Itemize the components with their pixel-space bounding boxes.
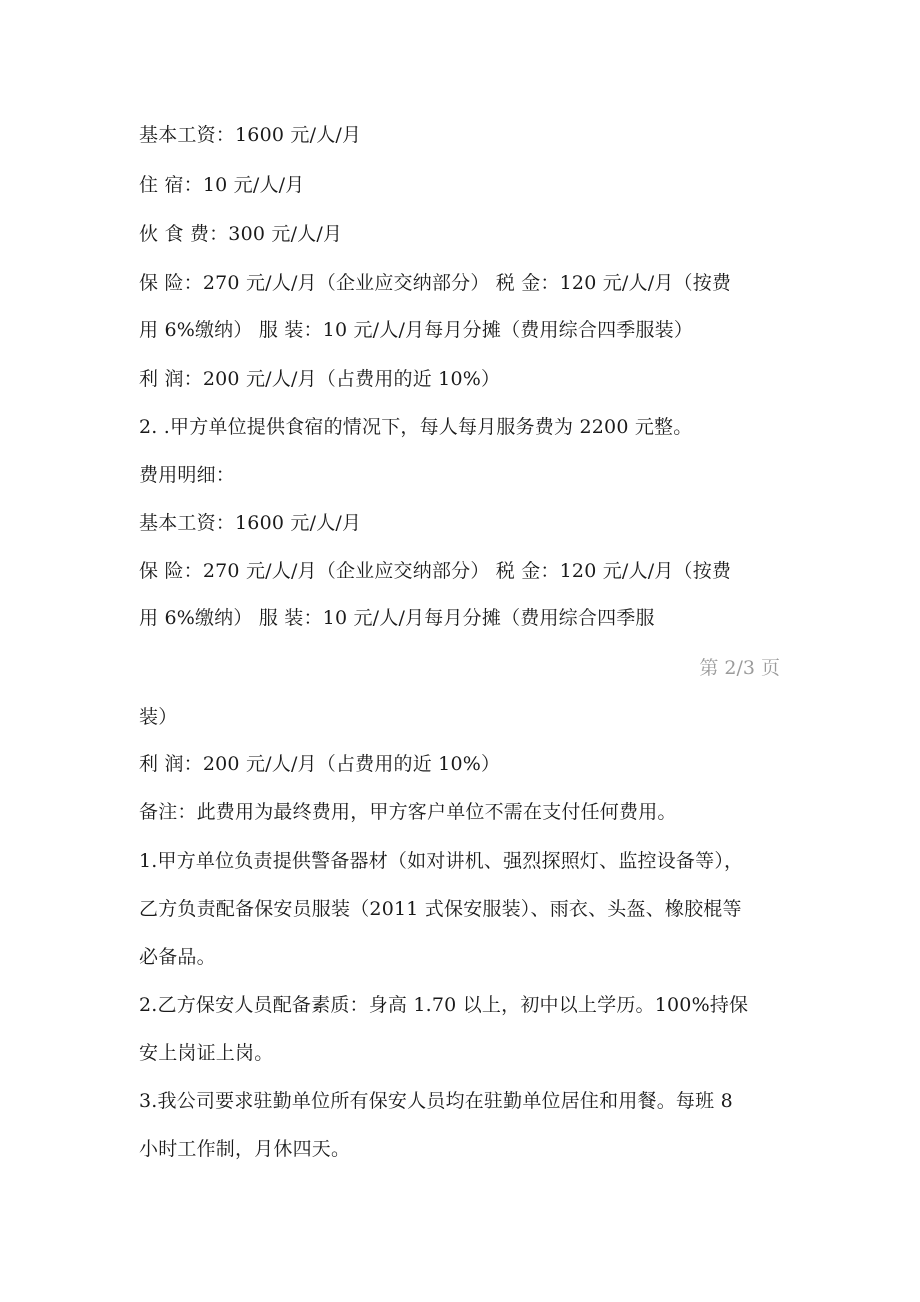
text-line: 2.乙方保安人员配备素质：身高 1.70 以上，初中以上学历。100%持保 — [139, 994, 749, 1016]
text-line: 基本工资：1600 元/人/月 — [139, 124, 362, 146]
text-line: 3.我公司要求驻勤单位所有保安人员均在驻勤单位居住和用餐。每班 8 — [139, 1090, 733, 1112]
text-line: 利 润：200 元/人/月（占费用的近 10%） — [139, 368, 501, 390]
text-line: 伙 食 费：300 元/人/月 — [139, 223, 343, 245]
text-line: 保 险：270 元/人/月（企业应交纳部分） 税 金：120 元/人/月（按费 — [139, 272, 732, 294]
text-line: 备注：此费用为最终费用，甲方客户单位不需在支付任何费用。 — [139, 801, 677, 823]
text-line: 住 宿：10 元/人/月 — [139, 174, 305, 196]
text-line: 小时工作制，月休四天。 — [139, 1138, 351, 1160]
text-line: 利 润：200 元/人/月（占费用的近 10%） — [139, 753, 501, 775]
text-line: 1.甲方单位负责提供警备器材（如对讲机、强烈探照灯、监控设备等）， — [139, 850, 744, 872]
text-line: 保 险：270 元/人/月（企业应交纳部分） 税 金：120 元/人/月（按费 — [139, 560, 732, 582]
text-line: 用 6%缴纳） 服 装：10 元/人/月每月分摊（费用综合四季服 — [139, 607, 655, 629]
text-line: 基本工资：1600 元/人/月 — [139, 512, 362, 534]
text-line: 必备品。 — [139, 946, 216, 968]
text-line: 乙方负责配备保安员服装（2011 式保安服装）、雨衣、头盔、橡胶棍等 — [139, 898, 742, 920]
page-number: 第 2/3 页 — [699, 657, 780, 679]
text-line: 安上岗证上岗。 — [139, 1042, 274, 1064]
text-line: 2. .甲方单位提供食宿的情况下，每人每月服务费为 2200 元整。 — [139, 416, 693, 438]
text-line: 装） — [139, 706, 178, 728]
text-line: 用 6%缴纳） 服 装：10 元/人/月每月分摊（费用综合四季服装） — [139, 319, 694, 341]
text-line: 费用明细： — [139, 464, 236, 486]
